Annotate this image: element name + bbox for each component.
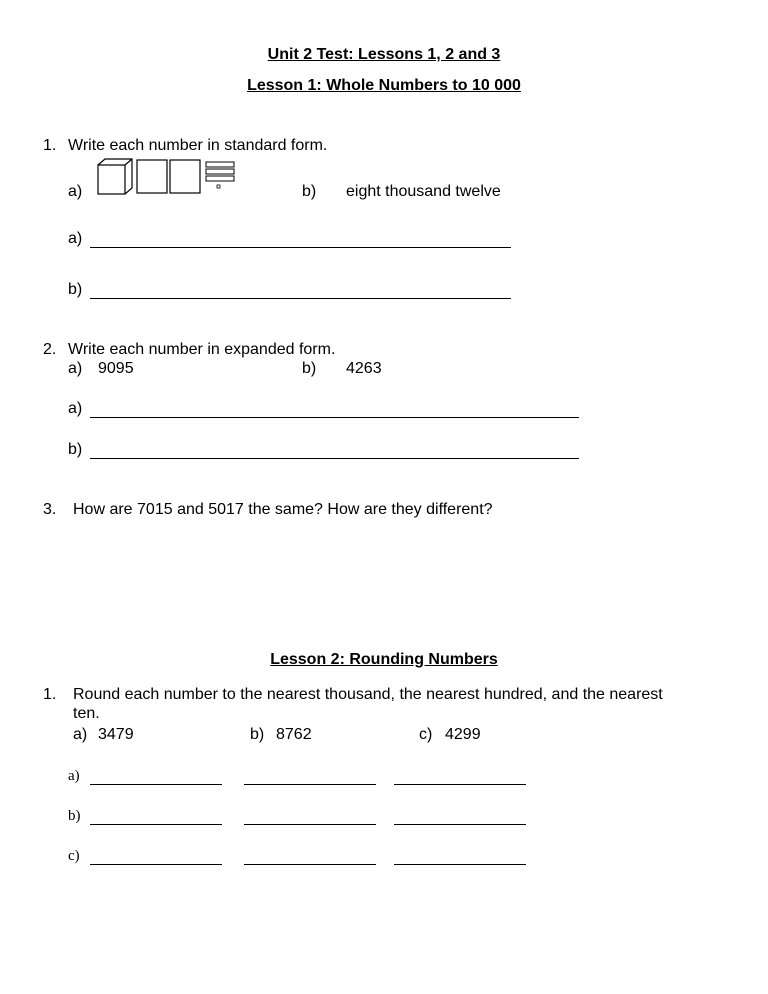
row-a-hundred-line[interactable]	[244, 784, 376, 785]
q2-answer-a-label: a)	[68, 400, 83, 417]
q2-part-a-value: 9095	[98, 360, 134, 377]
hundred-flat-block	[170, 160, 200, 193]
q2-answer-a-line[interactable]	[90, 417, 579, 418]
q2-answer-b-label: b)	[68, 441, 83, 458]
row-c-ten-line[interactable]	[394, 864, 526, 865]
base-ten-blocks-image	[96, 158, 238, 196]
q1-answer-b-label: b)	[68, 281, 83, 298]
test-title: Unit 2 Test: Lessons 1, 2 and 3	[267, 46, 501, 63]
row-c-thousand-line[interactable]	[90, 864, 222, 865]
lesson1-title: Lesson 1: Whole Numbers to 10 000	[247, 77, 521, 94]
q1-answer-a-line[interactable]	[90, 247, 511, 248]
q2-part-a-label: a)	[68, 360, 83, 377]
l2-q1-text-line2: ten.	[73, 705, 100, 722]
q1-part-b-label: b)	[302, 183, 317, 200]
row-b-hundred-line[interactable]	[244, 824, 376, 825]
l2-q1-part-c-label: c)	[419, 726, 433, 743]
l2-q1-part-b-value: 8762	[276, 726, 312, 743]
q1-text: Write each number in standard form.	[68, 137, 328, 154]
row-b-label: b)	[68, 808, 81, 824]
q1-answer-a-label: a)	[68, 230, 83, 247]
l2-q1-text-line1: Round each number to the nearest thousand, the nearest hundred, and the nearest	[73, 686, 663, 703]
row-b-thousand-line[interactable]	[90, 824, 222, 825]
hundred-flat-block	[137, 160, 167, 193]
thousand-cube-block	[98, 159, 132, 194]
l2-q1-part-a-label: a)	[73, 726, 88, 743]
q1-number: 1.	[43, 137, 57, 154]
row-a-label: a)	[68, 768, 80, 784]
q3-text: How are 7015 and 5017 the same? How are they different?	[73, 501, 493, 518]
q1-answer-b-line[interactable]	[90, 298, 511, 299]
q2-number: 2.	[43, 341, 57, 358]
row-a-thousand-line[interactable]	[90, 784, 222, 785]
row-c-label: c)	[68, 848, 80, 864]
l2-q1-number: 1.	[43, 686, 57, 703]
q3-number: 3.	[43, 501, 57, 518]
ten-rod-blocks	[206, 162, 234, 181]
q2-part-b-label: b)	[302, 360, 317, 377]
l2-q1-part-b-label: b)	[250, 726, 265, 743]
row-b-ten-line[interactable]	[394, 824, 526, 825]
lesson2-title: Lesson 2: Rounding Numbers	[270, 651, 498, 668]
q1-part-b-text: eight thousand twelve	[346, 183, 501, 200]
q2-text: Write each number in expanded form.	[68, 341, 336, 358]
row-a-ten-line[interactable]	[394, 784, 526, 785]
row-c-hundred-line[interactable]	[244, 864, 376, 865]
q1-part-a-label: a)	[68, 183, 83, 200]
l2-q1-part-c-value: 4299	[445, 726, 481, 743]
q2-part-b-value: 4263	[346, 360, 382, 377]
l2-q1-part-a-value: 3479	[98, 726, 134, 743]
one-unit-block	[217, 185, 220, 188]
q2-answer-b-line[interactable]	[90, 458, 579, 459]
